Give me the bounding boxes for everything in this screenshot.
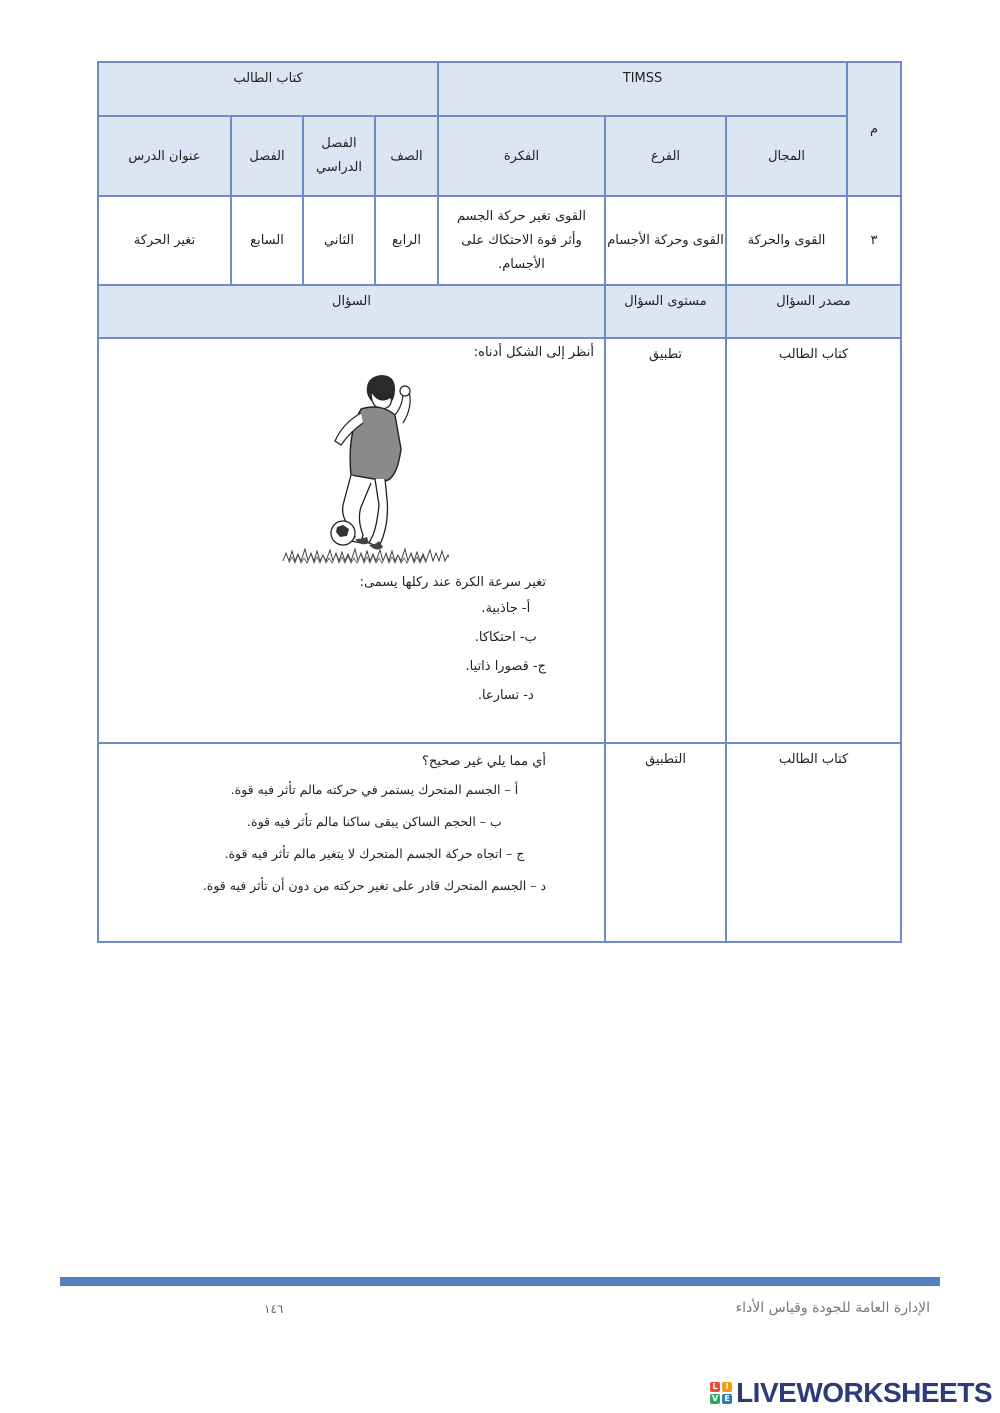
q2-level: التطبيق [605, 743, 726, 942]
curriculum-table [97, 61, 902, 943]
col-grade: الصف [375, 116, 438, 196]
row-idea: القوى تغير حركة الجسم وأثر قوة الاحتكاك على الأجسام. [438, 196, 605, 285]
q1-cell [98, 338, 605, 743]
col-term: الفصل الدراسي [303, 116, 375, 196]
q2-option-b[interactable]: ب – الحجم الساكن يبقى ساكنا مالم تأثر فيه قوة. [247, 814, 502, 829]
q1-options [466, 601, 546, 717]
col-idea: الفكرة [438, 116, 605, 196]
boy-kicking-ball-illustration [279, 369, 449, 565]
row-grade: الرابع [375, 196, 438, 285]
q2-cell [98, 743, 605, 942]
row-domain: القوى والحركة [726, 196, 847, 285]
q1-stem: تغير سرعة الكرة عند ركلها يسمى: [359, 575, 547, 590]
department-name: الإدارة العامة للجودة وقياس الأداء [735, 1300, 930, 1316]
question-header: السؤال [98, 285, 605, 338]
q2-option-d[interactable]: د – الجسم المتحرك قادر على تغير حركته من دون أن تأثر فيه قوة. [202, 878, 547, 893]
q1-option-a[interactable]: أ- جاذبية. [481, 601, 531, 616]
q1-option-d[interactable]: د- تسارعا. [477, 688, 534, 703]
q1-option-c[interactable]: ج- قصورا ذاتيا. [465, 659, 547, 674]
q2-option-a[interactable]: أ – الجسم المتحرك يستمر في حركته مالم تأثر فيه قوة. [230, 782, 519, 797]
question-1 [99, 339, 604, 740]
row-lesson: تغير الحركة [98, 196, 231, 285]
q2-option-c[interactable]: ج – اتجاه حركة الجسم المتحرك لا يتغير مالم تأثر فيه قوة. [224, 846, 525, 861]
liveworksheets-logo-icon: L I V E [710, 1382, 732, 1404]
col-branch: الفرع [605, 116, 726, 196]
q2-stem: أي مما يلي غير صحيح؟ [421, 754, 547, 769]
student-book-header: كتاب الطالب [98, 62, 438, 116]
question-2 [99, 744, 604, 939]
liveworksheets-watermark[interactable] [710, 1378, 992, 1408]
q2-source: كتاب الطالب [726, 743, 901, 942]
row-term: الثاني [303, 196, 375, 285]
row-index: ٣ [847, 196, 901, 285]
row-branch: القوى وحركة الأجسام [605, 196, 726, 285]
watermark-text: LIVEWORKSHEETS [736, 1377, 992, 1408]
col-chapter: الفصل [231, 116, 303, 196]
footer-divider [60, 1277, 940, 1286]
q1-level: تطبيق [605, 338, 726, 743]
col-domain: المجال [726, 116, 847, 196]
index-header: م [847, 62, 901, 196]
q1-source: كتاب الطالب [726, 338, 901, 743]
col-lesson: عنوان الدرس [98, 116, 231, 196]
q1-prompt: أنظر إلى الشكل أدناه: [473, 345, 595, 360]
row-chapter: السابع [231, 196, 303, 285]
page-number: ١٤٦ [264, 1302, 284, 1316]
level-header: مستوى السؤال [605, 285, 726, 338]
q2-options [203, 782, 546, 910]
q1-option-b[interactable]: ب- احتكاكا. [474, 630, 537, 645]
timss-header: TIMSS [438, 62, 847, 116]
source-header: مصدر السؤال [726, 285, 901, 338]
